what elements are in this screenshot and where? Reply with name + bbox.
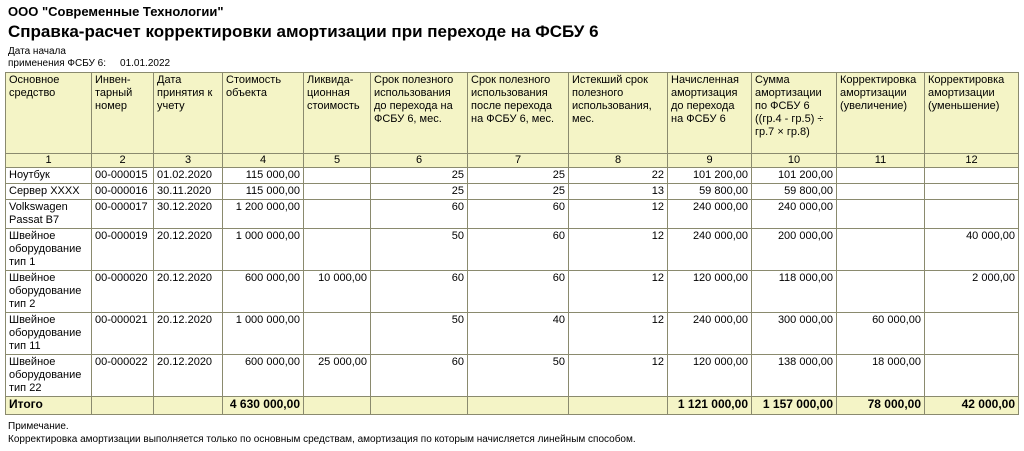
cell-liquidation-value bbox=[304, 184, 371, 200]
cell-asset: Швейное оборудование тип 11 bbox=[6, 313, 92, 355]
col-number: 11 bbox=[837, 154, 925, 168]
cell-life-before: 50 bbox=[371, 229, 468, 271]
cell-asset: Volkswagen Passat B7 bbox=[6, 200, 92, 229]
total-fsbu-amount: 1 157 000,00 bbox=[752, 397, 837, 415]
cell-accrued: 240 000,00 bbox=[668, 229, 752, 271]
col-header-accrued: Начисленная амортизация до перехода на ФСБУ 6 bbox=[668, 73, 752, 154]
col-number: 7 bbox=[468, 154, 569, 168]
cell-life-before: 50 bbox=[371, 313, 468, 355]
start-date-label bbox=[8, 46, 170, 70]
table-row bbox=[6, 229, 1019, 271]
cell-liquidation-value bbox=[304, 313, 371, 355]
cell-life-after: 25 bbox=[468, 184, 569, 200]
cell-asset: Ноутбук bbox=[6, 168, 92, 184]
cell-elapsed: 13 bbox=[569, 184, 668, 200]
cell-elapsed: 12 bbox=[569, 313, 668, 355]
cell-life-before: 60 bbox=[371, 271, 468, 313]
cell-increase bbox=[837, 200, 925, 229]
cell-cost: 115 000,00 bbox=[223, 184, 304, 200]
notes bbox=[8, 420, 636, 446]
cell-liquidation-value bbox=[304, 229, 371, 271]
cell-liquidation-value bbox=[304, 168, 371, 184]
col-number: 12 bbox=[925, 154, 1019, 168]
cell-increase: 60 000,00 bbox=[837, 313, 925, 355]
cell-cost: 115 000,00 bbox=[223, 168, 304, 184]
cell-inventory-number: 00-000016 bbox=[92, 184, 154, 200]
total-empty-cell bbox=[468, 397, 569, 415]
total-cost: 4 630 000,00 bbox=[223, 397, 304, 415]
total-decrease: 42 000,00 bbox=[925, 397, 1019, 415]
cell-decrease bbox=[925, 184, 1019, 200]
cell-acceptance-date: 20.12.2020 bbox=[154, 229, 223, 271]
report-title: Справка-расчет корректировки амортизации при переходе на ФСБУ 6 bbox=[8, 22, 599, 41]
total-increase: 78 000,00 bbox=[837, 397, 925, 415]
cell-acceptance-date: 20.12.2020 bbox=[154, 313, 223, 355]
cell-inventory-number: 00-000017 bbox=[92, 200, 154, 229]
col-number: 10 bbox=[752, 154, 837, 168]
total-empty-cell bbox=[154, 397, 223, 415]
table-row bbox=[6, 184, 1019, 200]
cell-acceptance-date: 01.02.2020 bbox=[154, 168, 223, 184]
cell-decrease bbox=[925, 313, 1019, 355]
cell-liquidation-value bbox=[304, 200, 371, 229]
col-header-asset: Основное средство bbox=[6, 73, 92, 154]
cell-accrued: 120 000,00 bbox=[668, 271, 752, 313]
col-number: 1 bbox=[6, 154, 92, 168]
cell-fsbu-amount: 101 200,00 bbox=[752, 168, 837, 184]
table-row bbox=[6, 200, 1019, 229]
cell-life-after: 60 bbox=[468, 200, 569, 229]
cell-cost: 600 000,00 bbox=[223, 271, 304, 313]
col-number: 2 bbox=[92, 154, 154, 168]
cell-fsbu-amount: 200 000,00 bbox=[752, 229, 837, 271]
cell-inventory-number: 00-000019 bbox=[92, 229, 154, 271]
column-number-row bbox=[6, 154, 1019, 168]
cell-decrease bbox=[925, 355, 1019, 397]
cell-accrued: 120 000,00 bbox=[668, 355, 752, 397]
total-label: Итого bbox=[6, 397, 92, 415]
cell-increase bbox=[837, 271, 925, 313]
col-header-liquidation-value: Ликвида-ционная стоимость bbox=[304, 73, 371, 154]
cell-fsbu-amount: 300 000,00 bbox=[752, 313, 837, 355]
total-accrued: 1 121 000,00 bbox=[668, 397, 752, 415]
table-row bbox=[6, 355, 1019, 397]
header-row bbox=[6, 73, 1019, 154]
cell-life-before: 25 bbox=[371, 184, 468, 200]
col-header-acceptance-date: Дата принятия к учету bbox=[154, 73, 223, 154]
cell-asset: Швейное оборудование тип 22 bbox=[6, 355, 92, 397]
report-table bbox=[5, 72, 1019, 415]
cell-life-after: 25 bbox=[468, 168, 569, 184]
cell-acceptance-date: 20.12.2020 bbox=[154, 355, 223, 397]
cell-acceptance-date: 20.12.2020 bbox=[154, 271, 223, 313]
col-number: 9 bbox=[668, 154, 752, 168]
total-empty-cell bbox=[304, 397, 371, 415]
note-text: Корректировка амортизации выполняется только по основным средствам, амортизация по которым начисляется линейным способом. bbox=[8, 434, 636, 445]
cell-increase: 18 000,00 bbox=[837, 355, 925, 397]
cell-life-after: 50 bbox=[468, 355, 569, 397]
cell-fsbu-amount: 59 800,00 bbox=[752, 184, 837, 200]
total-empty-cell bbox=[92, 397, 154, 415]
cell-accrued: 59 800,00 bbox=[668, 184, 752, 200]
start-date-value: 01.01.2022 bbox=[120, 58, 171, 69]
note-title: Примечание. bbox=[8, 421, 69, 432]
start-date-label-line1: Дата начала bbox=[8, 46, 66, 57]
col-header-cost: Стоимость объекта bbox=[223, 73, 304, 154]
cell-life-after: 60 bbox=[468, 271, 569, 313]
cell-liquidation-value: 10 000,00 bbox=[304, 271, 371, 313]
cell-life-after: 40 bbox=[468, 313, 569, 355]
col-header-increase: Корректировка амортизации (увеличение) bbox=[837, 73, 925, 154]
cell-elapsed: 22 bbox=[569, 168, 668, 184]
cell-life-before: 25 bbox=[371, 168, 468, 184]
cell-inventory-number: 00-000015 bbox=[92, 168, 154, 184]
cell-fsbu-amount: 138 000,00 bbox=[752, 355, 837, 397]
cell-liquidation-value: 25 000,00 bbox=[304, 355, 371, 397]
table-row bbox=[6, 168, 1019, 184]
start-date-label-line2: применения ФСБУ 6: bbox=[8, 58, 107, 69]
cell-accrued: 240 000,00 bbox=[668, 313, 752, 355]
cell-asset: Швейное оборудование тип 1 bbox=[6, 229, 92, 271]
cell-elapsed: 12 bbox=[569, 271, 668, 313]
cell-cost: 1 000 000,00 bbox=[223, 229, 304, 271]
cell-elapsed: 12 bbox=[569, 229, 668, 271]
cell-life-before: 60 bbox=[371, 355, 468, 397]
cell-accrued: 101 200,00 bbox=[668, 168, 752, 184]
col-header-life-after: Срок полезного использования после перехода на ФСБУ 6, мес. bbox=[468, 73, 569, 154]
cell-decrease bbox=[925, 200, 1019, 229]
col-header-inventory-number: Инвен-тарный номер bbox=[92, 73, 154, 154]
col-header-life-before: Срок полезного использования до перехода на ФСБУ 6, мес. bbox=[371, 73, 468, 154]
col-number: 8 bbox=[569, 154, 668, 168]
col-header-elapsed: Истекший срок полезного использования, мес. bbox=[569, 73, 668, 154]
cell-inventory-number: 00-000021 bbox=[92, 313, 154, 355]
total-row bbox=[6, 397, 1019, 415]
total-empty-cell bbox=[371, 397, 468, 415]
col-header-decrease: Корректировка амортизации (уменьшение) bbox=[925, 73, 1019, 154]
cell-increase bbox=[837, 168, 925, 184]
col-header-fsbu-amount: Сумма амортизации по ФСБУ 6 ((гр.4 - гр.5) ÷ гр.7 × гр.8) bbox=[752, 73, 837, 154]
cell-cost: 600 000,00 bbox=[223, 355, 304, 397]
cell-acceptance-date: 30.12.2020 bbox=[154, 200, 223, 229]
cell-inventory-number: 00-000022 bbox=[92, 355, 154, 397]
cell-increase bbox=[837, 184, 925, 200]
table-row bbox=[6, 271, 1019, 313]
cell-fsbu-amount: 240 000,00 bbox=[752, 200, 837, 229]
col-number: 5 bbox=[304, 154, 371, 168]
cell-elapsed: 12 bbox=[569, 355, 668, 397]
cell-fsbu-amount: 118 000,00 bbox=[752, 271, 837, 313]
cell-decrease: 2 000,00 bbox=[925, 271, 1019, 313]
company-name: ООО "Современные Технологии" bbox=[8, 4, 224, 19]
col-number: 6 bbox=[371, 154, 468, 168]
cell-life-after: 60 bbox=[468, 229, 569, 271]
cell-asset: Швейное оборудование тип 2 bbox=[6, 271, 92, 313]
table-row bbox=[6, 313, 1019, 355]
cell-acceptance-date: 30.11.2020 bbox=[154, 184, 223, 200]
col-number: 3 bbox=[154, 154, 223, 168]
cell-cost: 1 000 000,00 bbox=[223, 313, 304, 355]
total-empty-cell bbox=[569, 397, 668, 415]
cell-elapsed: 12 bbox=[569, 200, 668, 229]
cell-decrease bbox=[925, 168, 1019, 184]
col-number: 4 bbox=[223, 154, 304, 168]
cell-decrease: 40 000,00 bbox=[925, 229, 1019, 271]
cell-accrued: 240 000,00 bbox=[668, 200, 752, 229]
cell-life-before: 60 bbox=[371, 200, 468, 229]
cell-asset: Сервер XXXX bbox=[6, 184, 92, 200]
cell-inventory-number: 00-000020 bbox=[92, 271, 154, 313]
cell-cost: 1 200 000,00 bbox=[223, 200, 304, 229]
cell-increase bbox=[837, 229, 925, 271]
